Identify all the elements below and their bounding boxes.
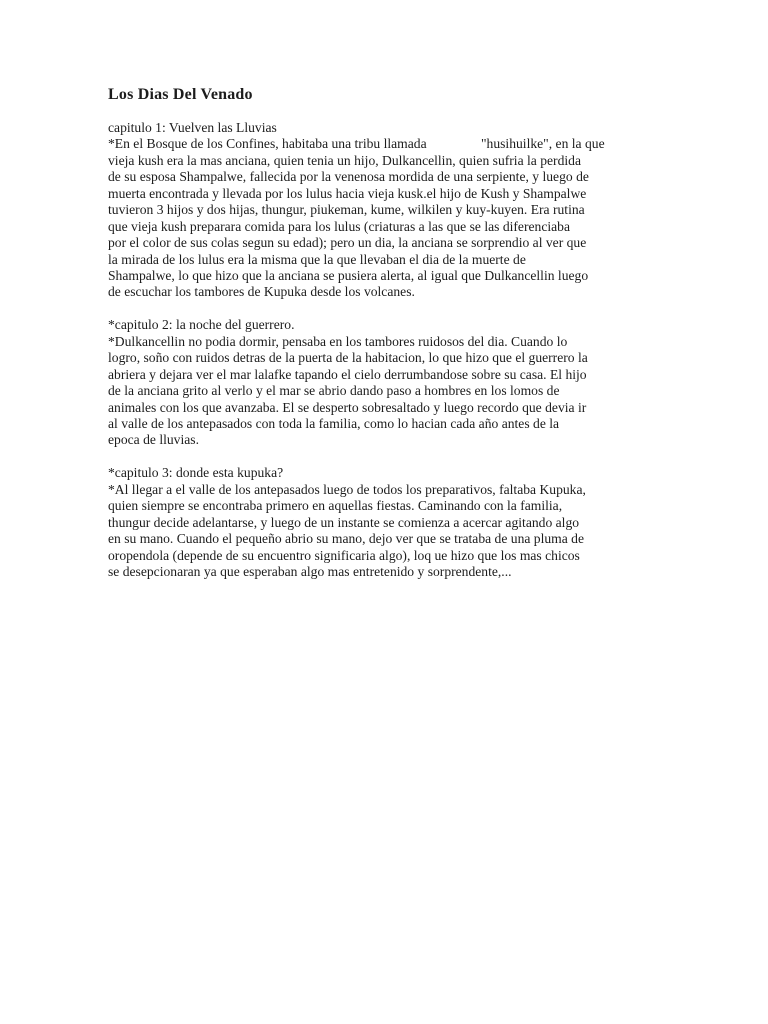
text-line: thungur decide adelantarse, y luego de un instante se comienza a acercar agitando algo bbox=[108, 514, 580, 530]
text-line: de escuchar los tambores de Kupuka desde los volcanes. bbox=[108, 284, 415, 300]
section bbox=[108, 120, 674, 301]
text-line: logro, soño con ruidos detras de la puerta de la habitacion, lo que hizo que el guerrero la bbox=[108, 350, 588, 366]
text-line: de la anciana grito al verlo y el mar se abrio dando paso a hombres en los lomos de bbox=[108, 383, 560, 399]
text-line: *En el Bosque de los Confines, habitaba una tribu llamada "husihuilke", en la que bbox=[108, 136, 605, 152]
text-line: muerta encontrada y llevada por los lulus hacia vieja kusk.el hijo de Kush y Shampalwe bbox=[108, 185, 587, 201]
section bbox=[108, 317, 674, 449]
section-heading: capitulo 1: Vuelven las Lluvias bbox=[108, 119, 277, 135]
document-title: Los Dias Del Venado bbox=[108, 86, 253, 103]
section-heading: *capitulo 2: la noche del guerrero. bbox=[108, 317, 295, 333]
text-line: al valle de los antepasados con toda la familia, como lo hacian cada año antes de la bbox=[108, 416, 560, 432]
document-content bbox=[108, 87, 674, 581]
text-line: por el color de sus colas segun su edad); pero un dia, la anciana se sorprendio al ver que bbox=[108, 235, 587, 251]
text-line: *Al llegar a el valle de los antepasados luego de todos los preparativos, faltaba Kupuka, bbox=[108, 481, 586, 497]
text-line: en su mano. Cuando el pequeño abrio su mano, dejo ver que se trataba de una pluma de bbox=[108, 531, 585, 547]
text-line: que vieja kush preparara comida para los lulus (criaturas a las que se las diferenciaba bbox=[108, 218, 570, 234]
text-line: la mirada de los lulus era la misma que la que llevaban el dia de la muerte de bbox=[108, 251, 526, 267]
document-sections bbox=[108, 120, 674, 581]
text-line: *Dulkancellin no podia dormir, pensaba en los tambores ruidosos del dia. Cuando lo bbox=[108, 333, 568, 349]
text-line: epoca de lluvias. bbox=[108, 432, 199, 448]
text-line: tuvieron 3 hijos y dos hijas, thungur, piukeman, kume, wilkilen y kuy-kuyen. Era rutina bbox=[108, 202, 585, 218]
text-line: Shampalwe, lo que hizo que la anciana se pusiera alerta, al igual que Dulkancellin luego bbox=[108, 267, 589, 283]
text-line: de su esposa Shampalwe, fallecida por la venenosa mordida de una serpiente, y luego de bbox=[108, 169, 589, 185]
text-line: animales con los que avanzaba. El se desperto sobresaltado y luego recordo que devia ir bbox=[108, 399, 587, 415]
text-line: vieja kush era la mas anciana, quien tenia un hijo, Dulkancellin, quien sufria la perdida bbox=[108, 152, 581, 168]
text-line: abriera y dejara ver el mar lalafke tapando el cielo derrumbandose sobre su casa. El hijo bbox=[108, 366, 587, 382]
text-line: quien siempre se encontraba primero en aquellas fiestas. Caminando con la familia, bbox=[108, 498, 563, 514]
section-heading: *capitulo 3: donde esta kupuka? bbox=[108, 465, 284, 481]
section bbox=[108, 465, 674, 580]
text-line: oropendola (depende de su encuentro significaria algo), loq ue hizo que los mas chicos bbox=[108, 547, 580, 563]
text-line: se desepcionaran ya que esperaban algo mas entretenido y sorprendente,... bbox=[108, 564, 512, 580]
